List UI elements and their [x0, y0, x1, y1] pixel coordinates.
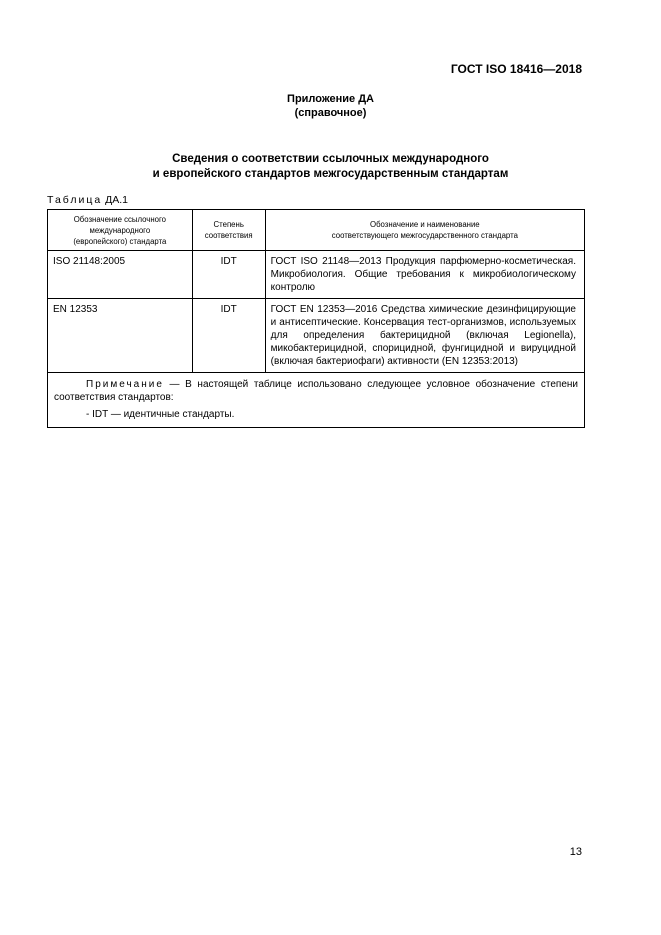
column-header-line: Обозначение ссылочного	[73, 214, 167, 224]
annex-title: Приложение ДА	[287, 93, 374, 105]
cell-reference: ISO 21148:2005	[48, 251, 193, 299]
cell-degree: IDT	[192, 299, 265, 373]
correspondence-table	[47, 209, 585, 428]
column-header-line: Степень	[213, 220, 244, 229]
section-heading	[0, 152, 661, 182]
standard-code: ГОСТ ISO 18416—2018	[450, 62, 582, 76]
table-header-row	[48, 210, 585, 251]
table-note	[48, 373, 585, 428]
column-header-line: соответствующего межгосударственного стандарта	[331, 231, 518, 240]
table-caption-number: ДА.1	[105, 194, 128, 206]
note-text	[54, 378, 578, 404]
column-header-line: соответствия	[204, 231, 253, 240]
annex-block	[0, 92, 661, 120]
table-note-row	[48, 373, 585, 428]
table-caption	[47, 194, 128, 206]
note-body: — В настоящей таблице использовано следующее условное обозначение степени соответствия стандартов:	[54, 379, 578, 403]
cell-interstate: ГОСТ ISO 21148—2013 Продукция парфюмерно-косметическая. Микробиология. Общие требования к микробиологическому контролю	[265, 251, 584, 299]
annex-type: (справочное)	[294, 107, 367, 119]
column-header-line: международного	[89, 225, 151, 235]
heading-line-1: Сведения о соответствии ссылочных международного	[172, 153, 489, 165]
cell-reference: EN 12353	[48, 299, 193, 373]
column-header-line: (европейского) стандарта	[73, 236, 167, 246]
table-row	[48, 251, 585, 299]
table-caption-prefix: Таблица	[47, 194, 103, 206]
page-number: 13	[569, 846, 582, 858]
table-row	[48, 299, 585, 373]
column-header-degree	[192, 210, 265, 251]
note-label: Примечание	[86, 379, 164, 390]
cell-degree: IDT	[192, 251, 265, 299]
column-header-reference	[48, 210, 193, 251]
note-list-item: - IDT — идентичные стандарты.	[86, 409, 235, 420]
cell-interstate: ГОСТ EN 12353—2016 Средства химические дезинфицирующие и антисептические. Консервация тест-организмов, используемых для определения бактерицидной (включая Legionella), микобактерицидной, спорицидной, фунгицидной и вируцидной (включая бактериофаги) активности (EN 12353:2013)	[265, 299, 584, 373]
heading-line-2: и европейского стандартов межгосударственным стандартам	[152, 168, 509, 180]
column-header-interstate	[265, 210, 584, 251]
column-header-line: Обозначение и наименование	[370, 220, 480, 229]
